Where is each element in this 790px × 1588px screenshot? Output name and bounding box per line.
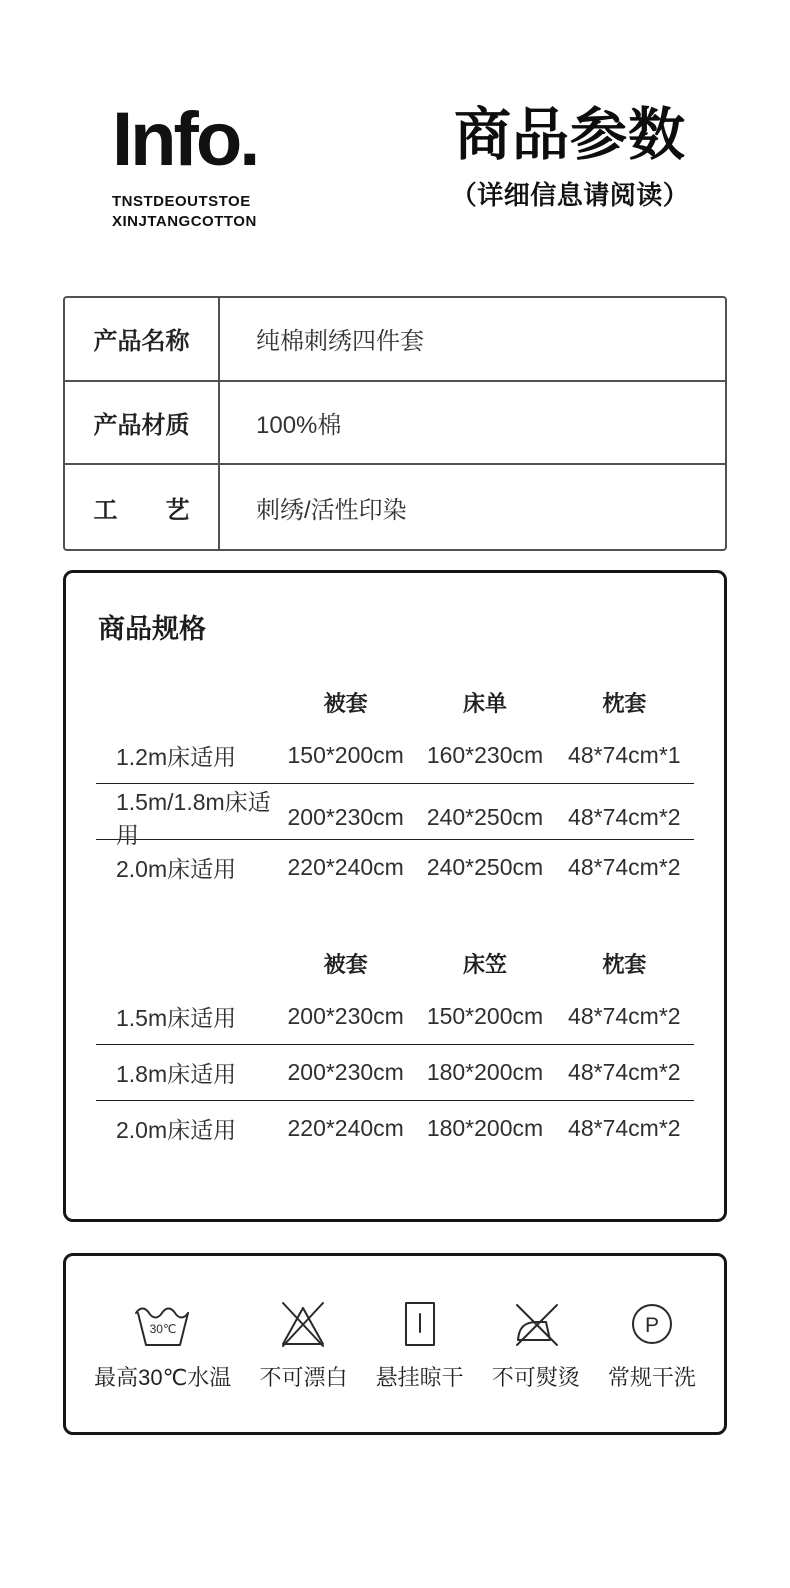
spec-header-cell: 被套 [323,951,368,977]
care-item-dry-clean [608,1296,696,1392]
spec-row [96,989,694,1044]
spec-header-cell: 被套 [323,690,368,716]
brand-logo: Info. [112,97,258,182]
param-row-craft [65,465,725,549]
spec-cell: 2.0m床适用 [116,856,237,882]
spec-cell: 48*74cm*2 [568,1059,681,1085]
care-label: 常规干洗 [607,1365,696,1390]
spec-section-title: 商品规格 [98,614,206,644]
spec-header-cell: 枕套 [602,951,647,977]
spec-cell: 240*250cm [426,803,544,830]
care-item-hang-dry [376,1296,464,1392]
brand-tagline-line2: XINJTANGCOTTON [112,213,257,231]
spec-row [96,1100,694,1156]
param-value: 刺绣/活性印染 [256,496,407,524]
brand-tagline-line1: TNSTDEOUTSTOE [112,193,251,210]
spec-cell: 160*230cm [426,742,544,768]
spec-cell: 220*240cm [287,1115,404,1141]
spec-cell: 200*230cm [287,1059,404,1085]
spec-cell: 48*74cm*1 [568,742,681,768]
spec-cell: 48*74cm*2 [568,1003,681,1029]
spec-cell: 200*230cm [287,803,404,830]
spec-cell: 240*250cm [426,854,544,880]
spec-cell: 1.2m床适用 [116,744,237,770]
care-label: 最高30℃水温 [94,1365,232,1390]
page-title: 商品参数 [454,103,686,167]
param-label: 工 艺 [65,465,220,549]
spec-cell: 48*74cm*2 [568,803,681,830]
spec-cell: 200*230cm [287,1003,404,1029]
product-param-table [63,296,727,551]
spec-cell: 150*200cm [287,742,404,768]
page-title-block [428,104,712,212]
spec-table-fitted-sheet [96,937,694,1156]
spec-cell: 180*200cm [426,1059,544,1085]
svg-text:30℃: 30℃ [149,1322,177,1336]
spec-row [96,1044,694,1100]
spec-header-cell: 床单 [462,690,507,716]
spec-table-flat-sheet [96,676,694,895]
care-label: 不可漂白 [259,1365,348,1390]
spec-cell: 1.5m/1.8m床适用 [116,789,271,848]
spec-header-row [96,937,694,989]
spec-box [63,570,727,1222]
care-item-wash-30 [94,1296,231,1392]
page-subtitle: （详细信息请阅读） [450,179,690,210]
care-label: 悬挂晾干 [375,1365,464,1390]
spec-cell: 150*200cm [426,1003,544,1029]
svg-text:P: P [644,1314,659,1337]
spec-row [96,728,694,783]
spec-cell: 48*74cm*2 [568,1115,681,1141]
care-label: 不可熨烫 [491,1365,580,1390]
param-row-name [65,298,725,382]
spec-cell: 48*74cm*2 [568,854,681,880]
spec-header-cell: 枕套 [602,690,647,716]
care-item-no-iron [492,1296,580,1392]
no-bleach-icon [276,1296,330,1348]
spec-cell: 180*200cm [426,1115,544,1141]
wash-30-icon [133,1296,193,1348]
spec-cell: 2.0m床适用 [116,1117,237,1143]
spec-header-cell: 床笠 [462,951,507,977]
spec-row [96,783,694,848]
param-value: 纯棉刺绣四件套 [256,328,424,356]
param-value: 100%棉 [256,411,342,439]
param-row-material [65,382,725,466]
spec-cell: 1.5m床适用 [116,1005,237,1031]
no-iron-icon [508,1296,564,1348]
care-instructions-box [63,1253,727,1435]
brand-tagline [112,192,257,233]
hang-dry-icon [399,1296,441,1348]
care-item-no-bleach [259,1296,347,1392]
spec-cell: 220*240cm [287,854,404,880]
param-label: 产品材质 [65,382,220,464]
dry-clean-icon [628,1296,676,1348]
spec-header-row [96,676,694,728]
brand-block [112,97,258,233]
spec-cell: 1.8m床适用 [116,1061,237,1087]
param-label: 产品名称 [65,298,220,380]
